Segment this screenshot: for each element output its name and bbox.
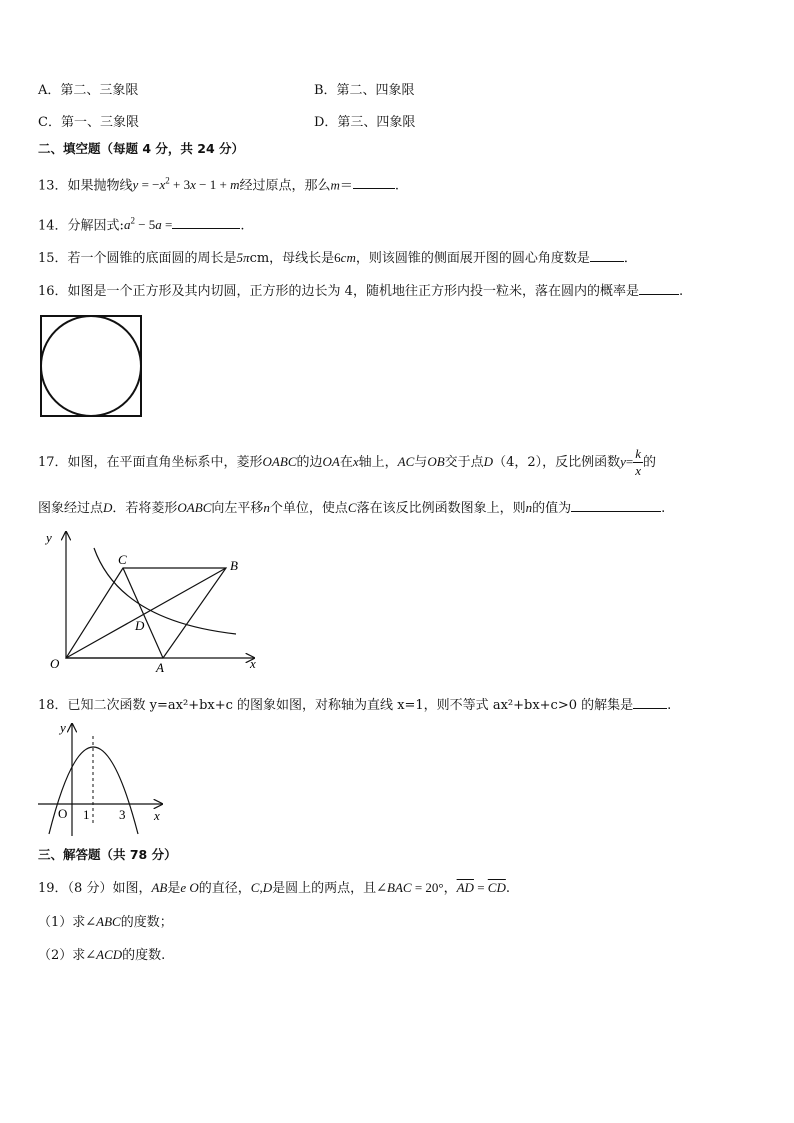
section-3-title: 三、解答题（共 78 分） [38, 847, 177, 862]
q18-post: . [667, 698, 672, 713]
label-o: O [50, 656, 60, 671]
q17-answer-blank[interactable] [571, 499, 661, 512]
q19-ab: AB [151, 880, 168, 895]
label-o: O [58, 806, 68, 821]
q17-l2b: ．若将菱形 [112, 501, 178, 516]
q15-v1: 5π [236, 250, 250, 265]
q17-l2a: 图象经过点 [38, 501, 104, 516]
q19-p5: = 20°， [411, 880, 457, 895]
q19-p4: 是圆上的两点，且∠ [272, 881, 388, 896]
option-b: B．第二、四象限 [314, 83, 415, 98]
label-1: 1 [83, 807, 90, 822]
q13-formula: $y = -x^2 + 3x - 1 + m$ [132, 176, 240, 193]
q17-p2: 的边 [296, 455, 323, 470]
q17-p4: 轴上， [358, 455, 398, 470]
q17-p7: （4，2），反比例函数 [493, 455, 621, 470]
question-15 [38, 249, 637, 268]
q15-v2: 6 [334, 250, 341, 265]
label-y: y [46, 530, 52, 545]
label-b: B [230, 558, 238, 573]
option-c: C．第一、三象限 [38, 115, 139, 130]
q19-2-post: 的度数. [122, 948, 166, 963]
q13-pre: 13．如果抛物线 [38, 178, 133, 194]
q17-l2c: 向左平移 [211, 501, 264, 516]
q19-cd: C,D [250, 880, 273, 895]
q15-answer-blank[interactable] [590, 249, 624, 262]
section-2-title: 二、填空题（每题 4 分，共 24 分） [38, 141, 245, 156]
q15-post: ． [623, 251, 637, 266]
question-17-line-2 [38, 499, 665, 518]
q19-1-angle: ABC [96, 914, 121, 929]
q15-u1: cm，母线长是 [249, 251, 335, 266]
q17-n: n [263, 500, 270, 515]
hyperbola-curve [94, 548, 236, 634]
q19-arc-ad: $\overline{AD}$ [456, 880, 474, 895]
q17-fraction [633, 446, 643, 479]
q19-2-angle: ACD [96, 947, 123, 962]
q17-ob: OB [427, 454, 445, 469]
q17-eq: = [625, 454, 634, 469]
q17-l2e: 个单位，使点 [269, 501, 348, 516]
q13-var-m: m [330, 177, 340, 193]
q19-post: . [505, 881, 510, 896]
q17-oa: OA [322, 454, 340, 469]
q16-text: 16．如图是一个正方形及其内切圆，正方形的边长为 4，随机地往正方形内投一粒米，落在圆内的概率是 [38, 284, 639, 299]
option-a: A．第二、三象限 [38, 83, 139, 98]
question-18 [38, 696, 671, 715]
label-x: x [250, 656, 256, 671]
q17-p5: 与 [414, 455, 428, 470]
question-19-part-2 [38, 946, 165, 965]
figure-16-square-circle [38, 312, 144, 420]
question-16 [38, 282, 683, 301]
q17-ac: AC [397, 454, 415, 469]
diagonal-ob [66, 568, 226, 658]
q14-formula: $a^2 - 5a$ = [123, 216, 173, 233]
figure-17-rhombus [40, 526, 270, 676]
q17-c: C [347, 500, 357, 515]
q17-p1: 17．如图，在平面直角坐标系中，菱形 [38, 455, 263, 470]
q19-p3: 的直径， [198, 881, 251, 896]
q13-post: . [394, 178, 400, 194]
q17-d: D [483, 454, 494, 469]
inscribed-circle [41, 316, 141, 416]
q15-p1: 15．若一个圆锥的底面圆的周长是 [38, 251, 237, 266]
q19-p1: 19．（8 分）如图， [38, 881, 152, 896]
q16-answer-blank[interactable] [639, 282, 679, 295]
q17-post: . [661, 501, 666, 516]
q17-p6: 交于点 [444, 455, 484, 470]
label-d: D [135, 618, 145, 633]
q15-u2: cm [340, 250, 356, 265]
q19-arc-cd: $\overline{CD}$ [487, 880, 506, 895]
diagonal-ac [123, 568, 163, 658]
question-19-part-1 [38, 913, 173, 932]
label-x: x [154, 808, 160, 823]
q18-text: 18．已知二次函数 y=ax²+bx+c 的图象如图，对称轴为直线 x=1，则不等式 ax²+bx+c>0 的解集是 [38, 698, 634, 713]
q13-mid: 经过原点，那么 [239, 178, 331, 194]
label-c: C [118, 552, 127, 567]
q15-p2: ，则该圆锥的侧面展开图的圆心角度数是 [355, 251, 590, 266]
q17-y: y [620, 454, 626, 469]
question-14 [38, 212, 245, 235]
q17-l2g: 的值为 [532, 501, 572, 516]
q19-1-pre: （1）求∠ [38, 915, 97, 930]
q17-k: k [635, 446, 642, 461]
q19-circle: e O [180, 880, 199, 895]
q18-answer-blank[interactable] [633, 696, 667, 709]
question-19 [38, 879, 510, 898]
q19-p2: 是 [167, 881, 181, 896]
q14-pre: 14．分解因式: [38, 218, 124, 234]
q16-post: . [678, 284, 684, 299]
q17-xd: x [635, 463, 642, 478]
q17-l2d: D [103, 500, 113, 515]
q19-bac: BAC [387, 880, 412, 895]
q17-p3: 在 [339, 455, 353, 470]
q14-post: . [240, 218, 245, 234]
q19-2-pre: （2）求∠ [38, 948, 97, 963]
figure-18-parabola [36, 720, 168, 840]
q13-answer-blank[interactable] [353, 176, 395, 189]
q17-n2: n [525, 500, 533, 515]
question-17-line-1 [38, 444, 656, 484]
q13-eq: ＝ [339, 178, 353, 194]
q19-eq: = [473, 880, 488, 895]
q14-answer-blank[interactable] [172, 216, 240, 229]
q17-l2rh: OABC [177, 500, 212, 515]
question-13 [38, 172, 399, 195]
label-3: 3 [119, 807, 126, 822]
option-d: D．第三、四象限 [314, 115, 416, 130]
label-a: A [156, 660, 164, 675]
q17-l2f: 落在该反比例函数图象上，则 [356, 501, 526, 516]
q17-rhombus: OABC [262, 454, 297, 469]
q17-p8: 的 [643, 455, 657, 470]
q17-x: x [352, 454, 359, 469]
label-y: y [60, 720, 66, 735]
q19-1-post: 的度数； [120, 915, 173, 930]
